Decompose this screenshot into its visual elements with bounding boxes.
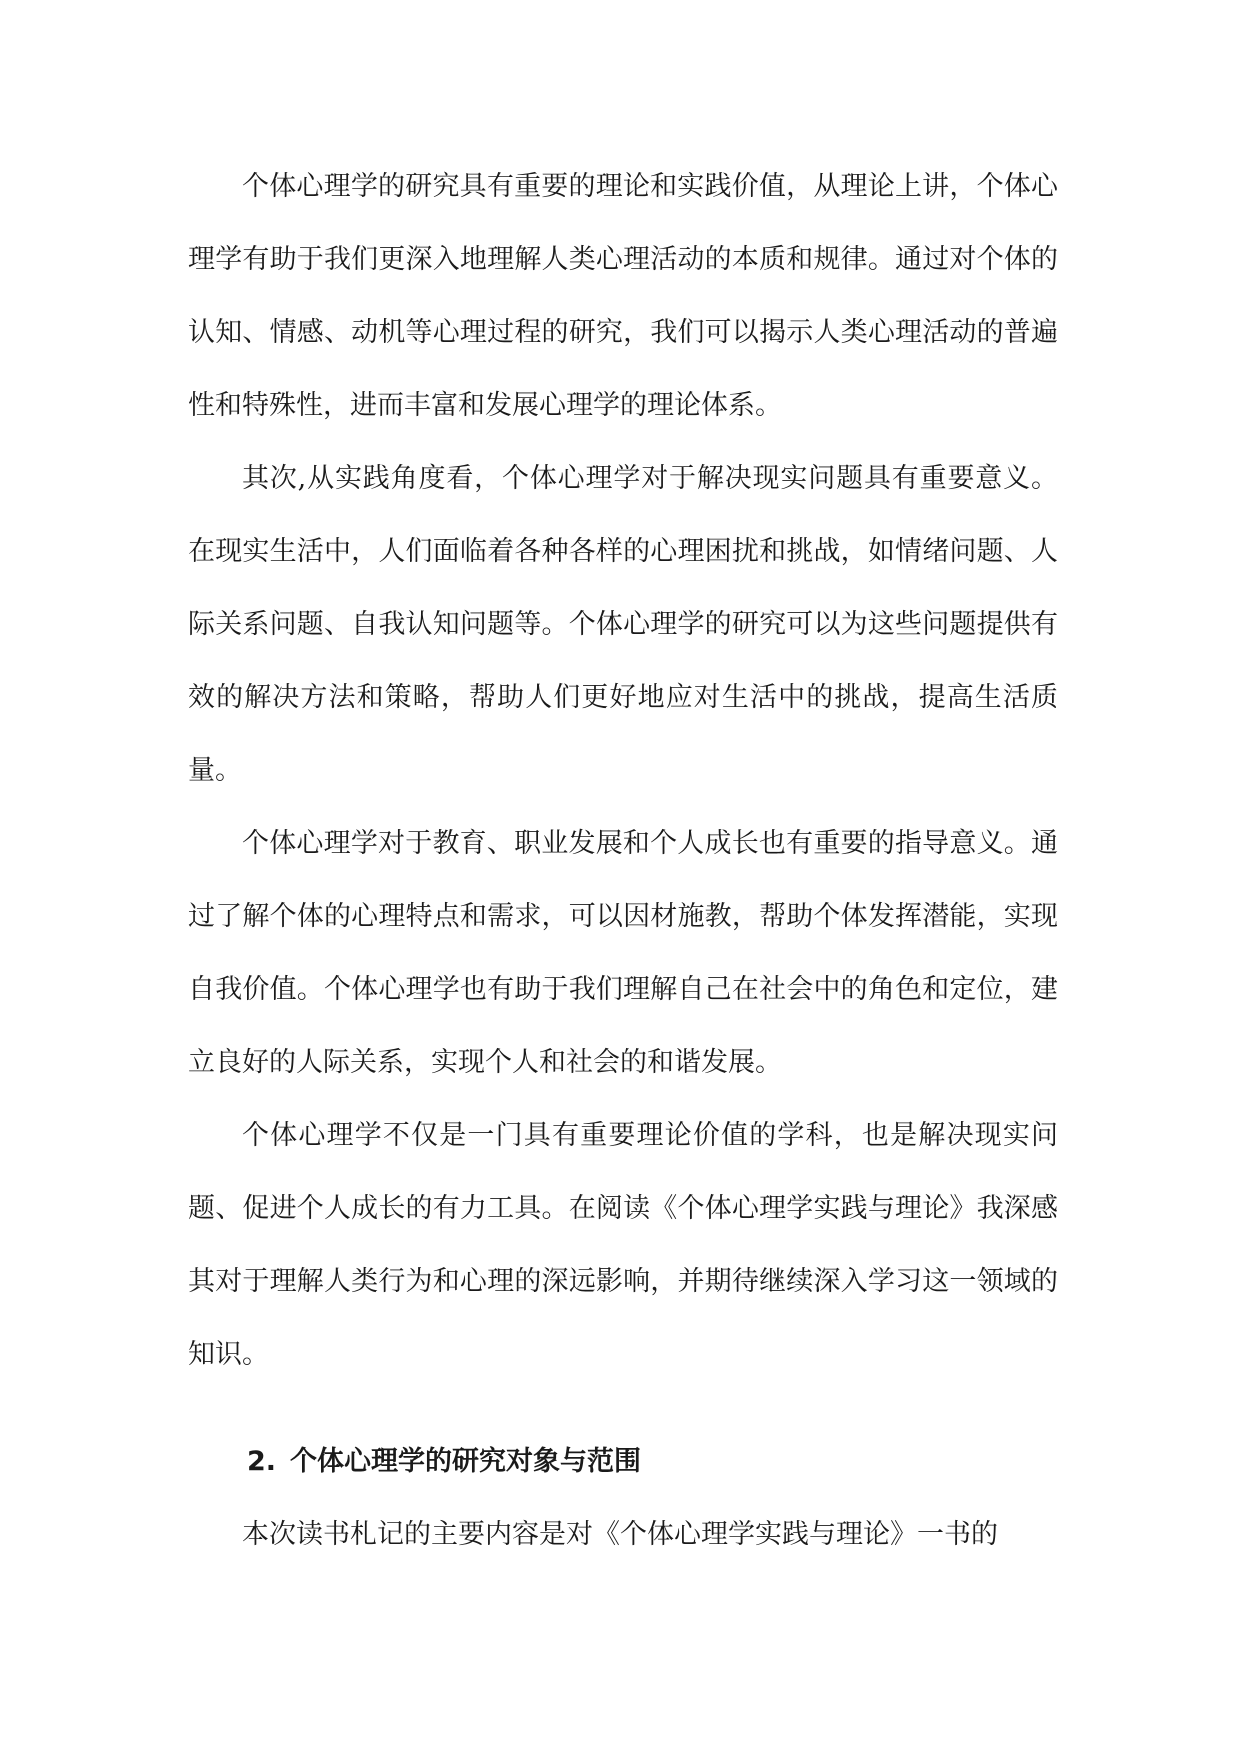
- paragraph-practice-value: 其次,从实践角度看，个体心理学对于解决现实问题具有重要意义。在现实生活中，人们面临着各种各样的心理困扰和挑战，如情绪问题、人际关系问题、自我认知问题等。个体心理学的研究可以为这些问题提供有效的解决方法和策略，帮助人们更好地应对生活中的挑战，提高生活质量。: [188, 463, 1058, 786]
- document-body: [188, 150, 1058, 1571]
- section-heading: [188, 1425, 1058, 1498]
- paragraph-summary: 个体心理学不仅是一门具有重要理论价值的学科，也是解决现实问题、促进个人成长的有力工具。在阅读《个体心理学实践与理论》我深感其对于理解人类行为和心理的深远影响，并期待继续深入学习这一领域的知识。: [188, 1120, 1058, 1370]
- paragraph-reading-notes: 本次读书札记的主要内容是对《个体心理学实践与理论》一书的: [242, 1519, 998, 1550]
- section-number: 2.: [247, 1446, 277, 1477]
- paragraph-education-guidance: 个体心理学对于教育、职业发展和个人成长也有重要的指导意义。通过了解个体的心理特点和需求，可以因材施教，帮助个体发挥潜能，实现自我价值。个体心理学也有助于我们理解自己在社会中的角色和定位，建立良好的人际关系，实现个人和社会的和谐发展。: [188, 828, 1058, 1078]
- section-title: 个体心理学的研究对象与范围: [290, 1446, 642, 1477]
- paragraph-theory-value: 个体心理学的研究具有重要的理论和实践价值，从理论上讲，个体心理学有助于我们更深入地理解人类心理活动的本质和规律。通过对个体的认知、情感、动机等心理过程的研究，我们可以揭示人类心理活动的普遍性和特殊性，进而丰富和发展心理学的理论体系。: [188, 171, 1058, 421]
